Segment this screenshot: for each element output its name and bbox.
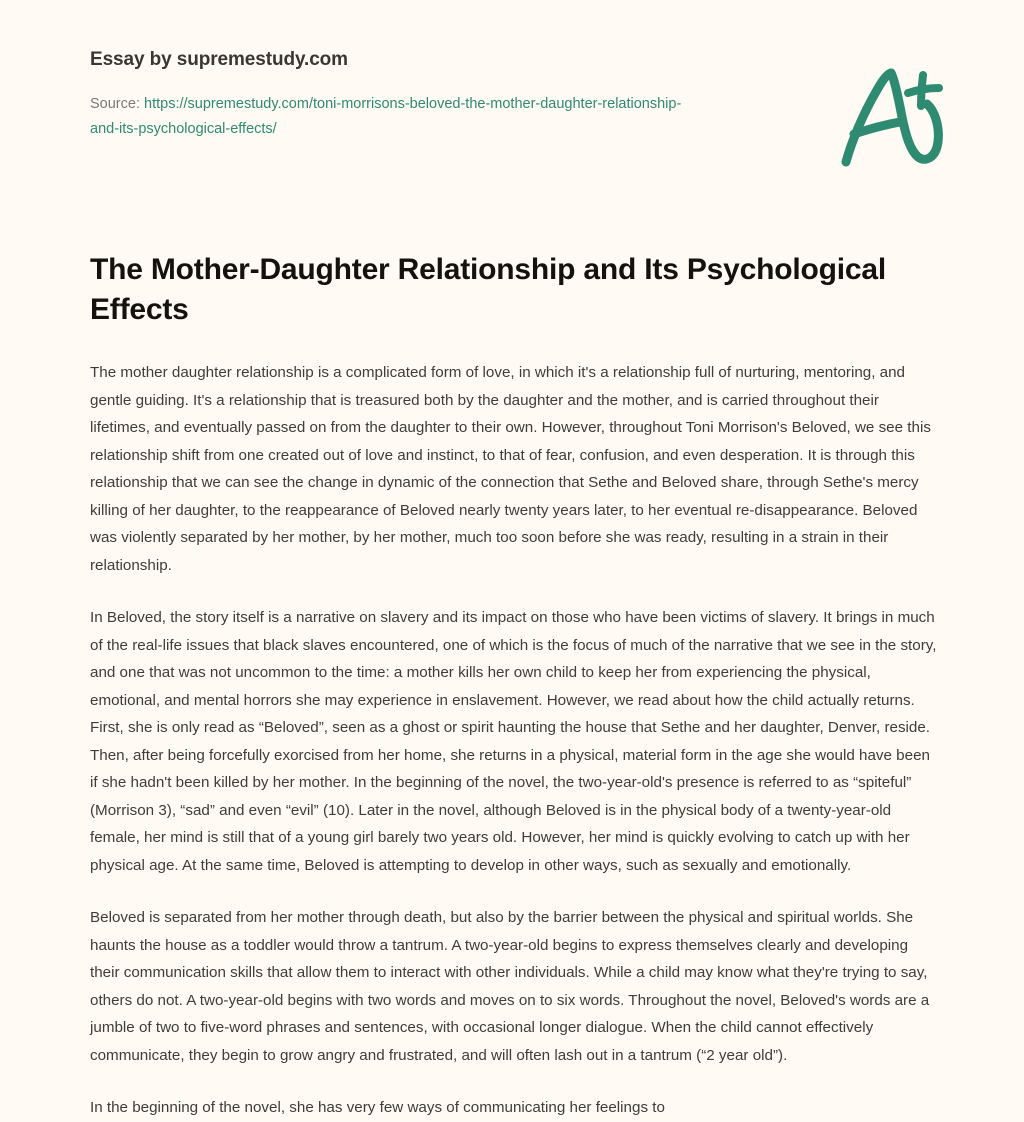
a-plus-logo-icon (832, 62, 952, 172)
article-paragraph: In Beloved, the story itself is a narrative on slavery and its impact on those who have been victims of slavery. It brings in much of the real-life issues that black slaves encountered, one of which is the focus of much of the narrative that we see in the story, and one that was not uncommon to the time: a mother kills her own child to keep her from experiencing the physical, emotional, and mental horrors she may experience in enslavement. However, we read about how the child actually returns. First, she is only read as “Beloved”, seen as a ghost or spirit haunting the house that Sethe and her daughter, Denver, reside. Then, after being forcefully exorcised from her home, she returns in a physical, material form in the age she would have been if she hadn't been killed by her mother. In the beginning of the novel, the two-year-old's presence is referred to as “spiteful” (Morrison 3), “sad” and even “evil” (10). Later in the novel, although Beloved is in the physical body of a twenty-year-old female, her mind is still that of a young girl barely two years old. However, her mind is quickly evolving to catch up with her physical age. At the same time, Beloved is attempting to develop in other ways, such as sexually and emotionally. (90, 609, 937, 874)
page-title: The Mother-Daughter Relationship and Its Psychological Effects (90, 253, 886, 326)
article-paragraph: The mother daughter relationship is a complicated form of love, in which it's a relationship full of nurturing, mentoring, and gentle guiding. It's a relationship that is treasured both by the daughter and the mother, and is carried throughout their lifetimes, and eventually passed on from the daughter to their own. However, throughout Toni Morrison's Beloved, we see this relationship shift from one created out of love and instinct, to that of fear, confusion, and even desperation. It is through this relationship that we can see the change in dynamic of the connection that Sethe and Beloved share, through Sethe's mercy killing of her daughter, to the reappearance of Beloved nearly twenty years later, to her eventual re-disappearance. Beloved was violently separated by her mother, by her mother, much too soon before she was ready, resulting in a strain in their relationship. (90, 364, 931, 574)
article-body (90, 250, 938, 1122)
article-paragraph: In the beginning of the novel, she has very few ways of communicating her feelings to (90, 1099, 665, 1116)
article-paragraph: Beloved is separated from her mother through death, but also by the barrier between the physical and spiritual worlds. She haunts the house as a toddler would throw a tantrum. A two-year-old begins to express themselves clearly and developing their communication skills that allow them to interact with other individuals. While a child may know what they're trying to say, others do not. A two-year-old begins with two words and moves on to six words. Throughout the novel, Beloved's words are a jumble of two to five-word phrases and sentences, with occasional longer dialogue. When the child cannot effectively communicate, they begin to grow angry and frustrated, and will often lash out in a tantrum (“2 year old”). (90, 909, 930, 1064)
a-plus-logo[interactable] (832, 62, 952, 172)
page-header (90, 47, 952, 142)
source-label: Source: (90, 96, 140, 112)
source-line (90, 92, 710, 142)
source-url-link[interactable]: https://supremestudy.com/toni-morrisons-beloved-the-mother-daughter-relationship-and-its-psychological-effects/ (90, 96, 682, 137)
essay-by-label: Essay by supremestudy.com (90, 49, 348, 70)
